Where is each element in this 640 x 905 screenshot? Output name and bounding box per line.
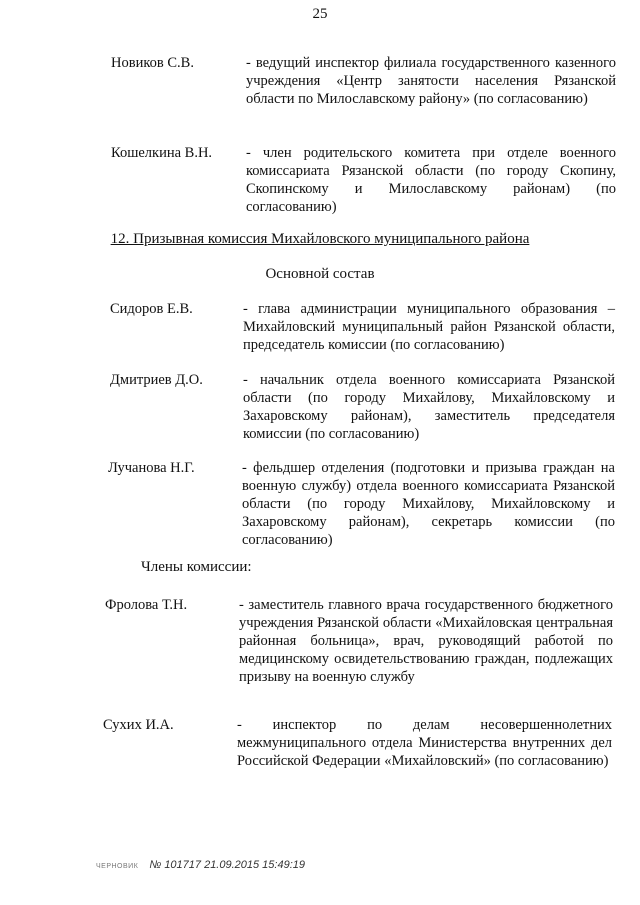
section-title: 12. Призывная комиссия Михайловского муниципального района — [110, 231, 530, 247]
person-role: - инспектор по делам несовершеннолетних межмуниципального отдела Министерства внутренних дел Российской Федерации «Михайловский» (по согласованию) — [237, 717, 612, 769]
person-role: - фельдшер отделения (подготовки и призыва граждан на военную службу) отдела военного комиссариата Рязанской области (по городу Михайлову, Михайловскому и Захаровскому районам), секретарь комиссии (по согласованию) — [242, 460, 615, 548]
person-role: - член родительского комитета при отделе военного комиссариата Рязанской области (по городу Скопину, Скопинскому и Милославскому районам) (по согласованию) — [246, 145, 616, 215]
person-name: Лучанова Н.Г. — [108, 460, 195, 476]
members-heading: Члены комиссии: — [141, 559, 252, 575]
person-name: Сидоров Е.В. — [110, 301, 193, 317]
stamp-mark: ЧЕРНОВИК — [96, 863, 139, 870]
person-role: - начальник отдела военного комиссариата Рязанской области (по городу Михайлову, Михайловскому и Захаровскому районам), заместитель председателя комиссии (по согласованию) — [243, 372, 615, 442]
document-footer — [96, 859, 305, 871]
person-name: Новиков С.В. — [111, 55, 194, 71]
person-role: - ведущий инспектор филиала государственного казенного учреждения «Центр занятости населения Рязанской области по Милославскому району» (по согласованию) — [246, 55, 616, 107]
person-name: Дмитриев Д.О. — [110, 372, 203, 388]
person-name: Фролова Т.Н. — [105, 597, 188, 613]
page-number: 25 — [312, 6, 328, 22]
person-role: - заместитель главного врача государственного бюджетного учреждения Рязанской области «Михайловская центральная районная больница», врач, руководящий работой по медицинскому освидетельствованию граждан, подлежащих призыву на военную службу — [239, 597, 613, 685]
person-role: - глава администрации муниципального образования – Михайловский муниципальный район Рязанской области, председатель комиссии (по согласованию) — [243, 301, 615, 353]
person-name: Сухих И.А. — [103, 717, 174, 733]
subheading-main-composition: Основной состав — [265, 266, 375, 282]
document-id: № 101717 21.09.2015 15:49:19 — [149, 859, 306, 871]
person-name: Кошелкина В.Н. — [111, 145, 213, 161]
